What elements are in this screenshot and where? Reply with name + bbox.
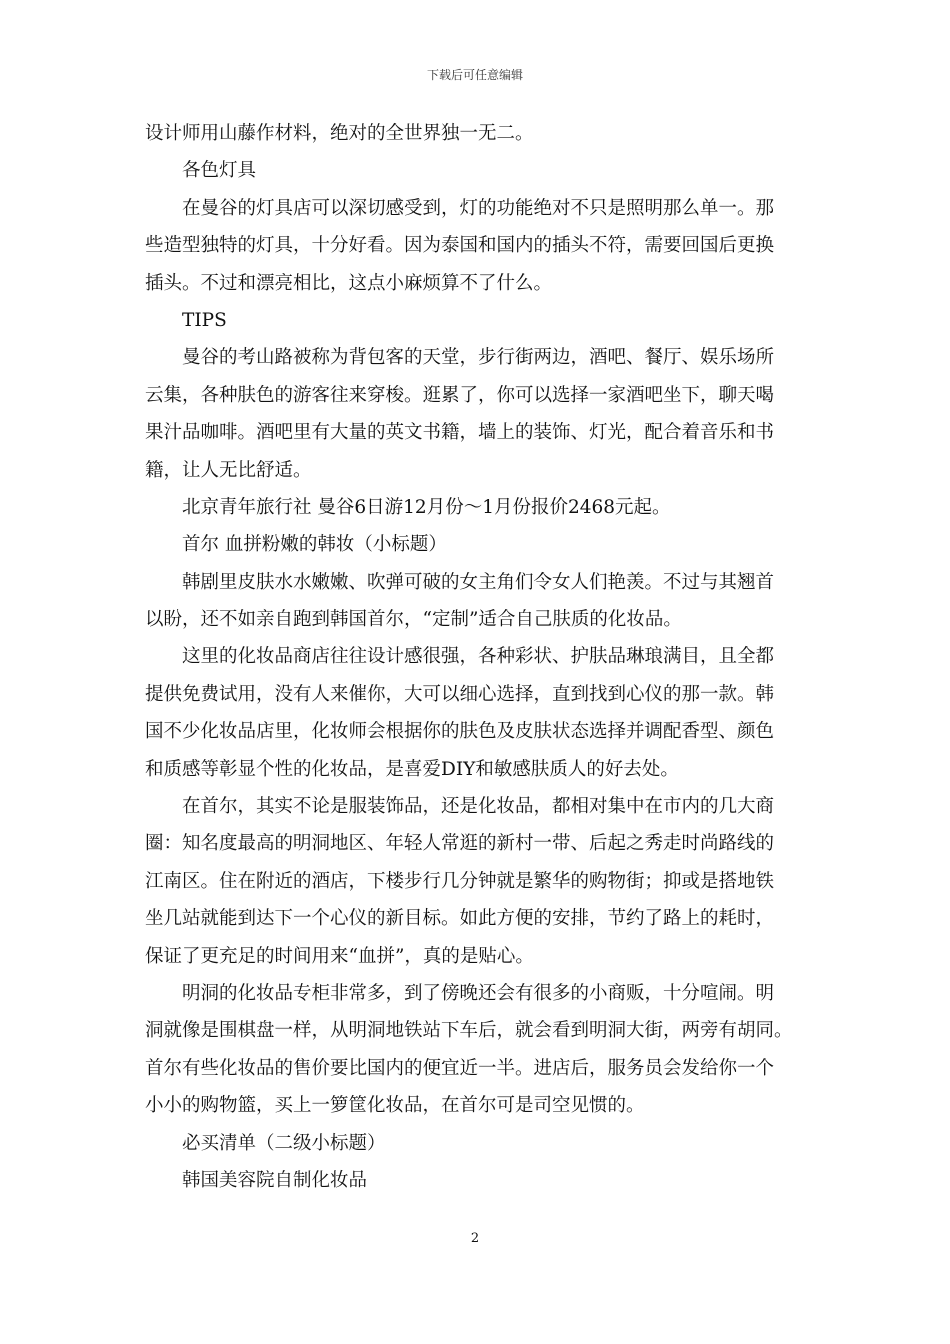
text-line: 保证了更充足的时间用来“血拼”，真的是贴心。 (145, 945, 534, 967)
text-line: 韩国美容院自制化妆品 (182, 1169, 368, 1191)
text-line: 提供免费试用，没有人来催你，大可以细心选择，直到找到心仪的那一款。韩 (145, 683, 775, 705)
text-line: 籍，让人无比舒适。 (145, 459, 312, 481)
text-line: 北京青年旅行社 曼谷6日游12月份～1月份报价2468元起。 (182, 496, 671, 518)
text-line: 明洞的化妆品专柜非常多，到了傍晚还会有很多的小商贩，十分喧闹。明 (182, 982, 775, 1004)
text-line: 云集，各种肤色的游客往来穿梭。逛累了，你可以选择一家酒吧坐下，聊天喝 (145, 384, 775, 406)
text-line: 韩剧里皮肤水水嫩嫩、吹弹可破的女主角们令女人们艳羡。不过与其翘首 (182, 571, 775, 593)
text-line: 江南区。住在附近的酒店，下楼步行几分钟就是繁华的购物街；抑或是搭地铁 (145, 870, 775, 892)
text-line: 各色灯具 (182, 160, 257, 182)
text-line: 插头。不过和漂亮相比，这点小麻烦算不了什么。 (145, 272, 553, 294)
page-number: 2 (470, 1231, 480, 1246)
text-line: 首尔 血拼粉嫩的韩妆（小标题） (182, 534, 447, 556)
text-line: 些造型独特的灯具，十分好看。因为泰国和国内的插头不符，需要回国后更换 (145, 235, 775, 257)
text-line: 小小的购物篮，买上一箩筐化妆品，在首尔可是司空见惯的。 (145, 1095, 645, 1117)
document-body (145, 115, 810, 1199)
text-line: 首尔有些化妆品的售价要比国内的便宜近一半。进店后，服务员会发给你一个 (145, 1057, 775, 1079)
text-line: 圈：知名度最高的明洞地区、年轻人常逛的新村一带、后起之秀走时尚路线的 (145, 833, 775, 855)
text-line: 国不少化妆品店里，化妆师会根据你的肤色及皮肤状态选择并调配香型、颜色 (145, 721, 775, 743)
text-line: 以盼，还不如亲自跑到韩国首尔，“定制”适合自己肤质的化妆品。 (145, 609, 682, 631)
text-line: TIPS (182, 309, 227, 331)
text-line: 设计师用山藤作材料，绝对的全世界独一无二。 (145, 123, 534, 144)
text-line: 坐几站就能到达下一个心仪的新目标。如此方便的安排，节约了路上的耗时， (145, 908, 775, 930)
page-header: 下载后可任意编辑 (426, 68, 523, 82)
text-line: 曼谷的考山路被称为背包客的天堂，步行街两边，酒吧、餐厅、娱乐场所 (182, 347, 775, 369)
text-line: 果汁品咖啡。酒吧里有大量的英文书籍，墙上的装饰、灯光，配合着音乐和书 (145, 422, 775, 444)
text-line: 这里的化妆品商店往往设计感很强，各种彩状、护肤品琳琅满目，且全都 (182, 646, 775, 668)
text-line: 和质感等彰显个性的化妆品，是喜爱DIY和敏感肤质人的好去处。 (145, 758, 679, 780)
text-line: 在曼谷的灯具店可以深切感受到，灯的功能绝对不只是照明那么单一。那 (182, 197, 775, 219)
text-line: 洞就像是围棋盘一样，从明洞地铁站下车后，就会看到明洞大街，两旁有胡同。 (145, 1020, 793, 1042)
text-line: 必买清单（二级小标题） (182, 1132, 386, 1154)
text-line: 在首尔，其实不论是服装饰品，还是化妆品，都相对集中在市内的几大商 (182, 796, 775, 818)
